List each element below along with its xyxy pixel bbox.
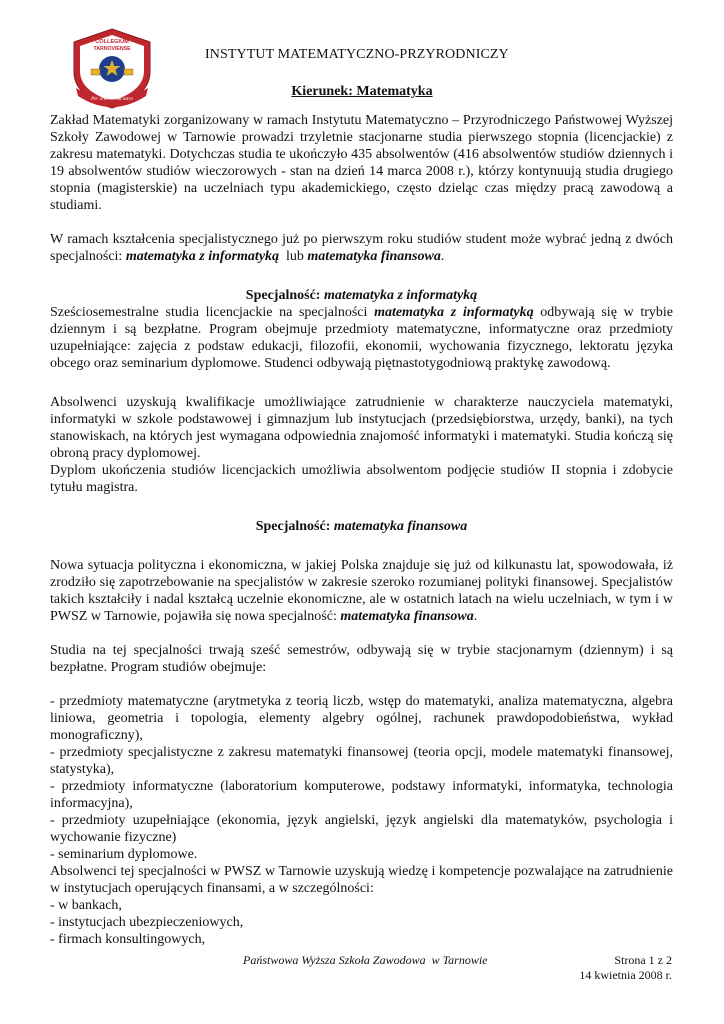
footer-institution: Państwowa Wyższa Szkoła Zawodowa w Tarnowie: [243, 953, 488, 967]
logo-top-text: COLLEGIUM: [95, 39, 129, 45]
subjects-list: [50, 693, 673, 863]
list-item: - w bankach,: [50, 898, 122, 913]
spec2-paragraph-2: Studia na tej specjalności trwają sześć semestrów, odbywają się w trybie stacjonarnym (dziennym) i są bezpłatne. Program studiów obejmuje:: [50, 643, 673, 675]
footer-page-info: [579, 953, 672, 983]
spec1-heading: [50, 287, 673, 304]
book-icon-left: [91, 69, 100, 75]
logo-motto: Per scientia ad astra: [91, 97, 133, 102]
spec1-paragraph-2: Absolwenci uzyskują kwalifikacje umożliwiające zatrudnienie w charakterze nauczyciela matematyki, informatyki w szkole podstawowej i gimnazjum lub instytucjach (przedsiębiorstwa, urzędy, banki), na tych stanowiskach, na których jest wymagana odpowiednia znajomość informatyki i matematyki. Studia kończą się obroną pracy dyplomowej.: [50, 395, 673, 461]
employment-list: [50, 897, 673, 948]
spec-period: .: [440, 249, 445, 264]
spec2-p1-before: Nowa sytuacja polityczna i ekonomiczna, w jakiej Polska znajduje się już od kilkunastu lat, spowodowała, iż zrodziło się zapotrzebowanie na specjalistów w zakresie szeroko rozumianej polityki finansowej. Specjalistów takich kształciły i nadal kształcą uczelnie ekonomiczne, ale w ostatnich latach na wielu uczelniach, w tym i w PWSZ w Tarnowie, pojawiła się nowa specjalność:: [50, 558, 673, 624]
spec2-p1-after: .: [473, 609, 478, 624]
list-item: - przedmioty uzupełniające (ekonomia, język angielski, język angielski dla matematyków, psychologia i wychowanie fizyczne): [50, 813, 673, 845]
list-item: - przedmioty matematyczne (arytmetyka z teorią liczb, wstęp do matematyki, analiza matematyczna, algebra liniowa, geometria i topologia, elementy algebry ogólnej, rachunek prawdopodobieństwa, wykład monograficzny),: [50, 694, 673, 743]
book-icon-right: [124, 69, 133, 75]
list-item: - firmach konsultingowych,: [50, 932, 206, 947]
spec1-p1-after: odbywają się w trybie dziennym i są bezpłatne. Program obejmuje przedmioty matematyczne, informatyczne oraz przedmioty uzupełniające: zajęcia z podstaw edukacji, filozofii, ekonomii, wychowania fizycznego, lektoratu języka obcego oraz seminarium dyplomowe. Studenci odbywają piętnastotygodniową praktykę zawodową.: [50, 305, 673, 371]
spec-name-informatics: matematyka z informatyką: [125, 249, 280, 264]
list-item: - instytucjach ubezpieczeniowych,: [50, 915, 244, 930]
spec1-p1-name: matematyka z informatyką: [374, 305, 534, 320]
spec-name-finance: matematyka finansowa: [307, 249, 441, 264]
document-body: [50, 112, 673, 948]
spec2-heading: [50, 518, 673, 535]
spec2-heading-label: Specjalność:: [255, 519, 334, 534]
direction-title: Kierunek: Matematyka: [291, 84, 433, 99]
spec1-heading-label: Specjalność:: [245, 288, 324, 303]
spec2-paragraph-1: [50, 557, 673, 625]
spec2-p1-name: matematyka finansowa: [340, 609, 474, 624]
spec-or-text: lub: [279, 249, 308, 264]
list-item: - seminarium dyplomowe.: [50, 847, 198, 862]
spec2-heading-name: matematyka finansowa: [333, 519, 468, 534]
spec1-paragraph-3: Dyplom ukończenia studiów licencjackich umożliwia absolwentom podjęcie studiów II stopnia i zdobycie tytułu magistra.: [50, 463, 673, 495]
spec1-p1-before: Sześciosemestralne studia licencjackie na specjalności: [50, 305, 375, 320]
specializations-paragraph: [50, 231, 673, 265]
logo-mid-text: TARNOVIENSE: [93, 46, 131, 52]
list-item: - przedmioty informatyczne (laboratorium komputerowe, podstawy informatyki, informatyka, technologia informacyjna),: [50, 779, 673, 811]
page-number: Strona 1 z 2: [614, 953, 672, 967]
list-item: - przedmioty specjalistyczne z zakresu matematyki finansowej (teoria opcji, modele matematyki finansowej, statystyka),: [50, 745, 673, 777]
spec2-paragraph-3: Absolwenci tej specjalności w PWSZ w Tarnowie uzyskują wiedzę i kompetencje pozwalające na zatrudnienie w instytucjach operujących finansami, a w szczególności:: [50, 864, 673, 896]
spec-choice-text: W ramach kształcenia specjalistycznego już po pierwszym roku studiów student może wybrać jedną z dwóch specjalności:: [50, 232, 673, 264]
spec1-heading-name: matematyka z informatyką: [323, 288, 478, 303]
intro-paragraph: Zakład Matematyki zorganizowany w ramach Instytutu Matematyczno – Przyrodniczego Państwowej Wyższej Szkoły Zawodowej w Tarnowie prowadzi trzyletnie stacjonarne studia pierwszego stopnia (licencjackie) z zakresu matematyki. Dotychczas studia te ukończyło 435 absolwentów (416 absolwentów studiów dziennych i 19 absolwentów studiów wieczorowych - stan na dzień 14 marca 2008 r.), którzy kontynuują studia drugiego stopnia (magisterskie) na uczelniach typu akademickiego, często dzieląc czas między pracą zawodową a studiami.: [50, 113, 673, 213]
institute-name: INSTYTUT MATEMATYCZNO-PRZYRODNICZY: [205, 47, 509, 62]
spec1-paragraph-1: [50, 304, 673, 372]
document-date: 14 kwietnia 2008 r.: [579, 968, 672, 982]
